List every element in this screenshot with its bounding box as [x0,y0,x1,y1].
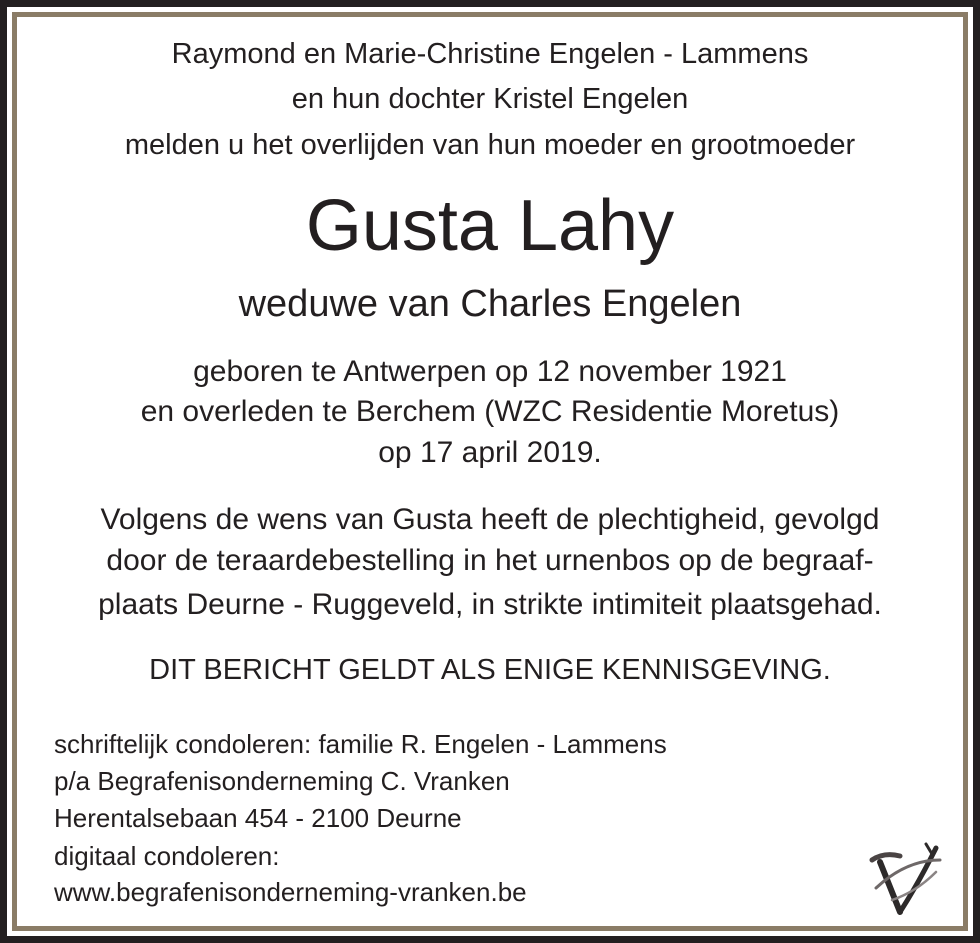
death-date-line: op 17 april 2019. [378,436,602,469]
ceremony-line-2: door de teraardebestelling in het urnenbos op de begraaf- [106,544,874,577]
deceased-name: Gusta Lahy [305,186,675,266]
website-line: www.begrafenisonderneming-vranken.be [54,877,527,907]
intro-line-announcement: melden u het overlijden van hun moeder en grootmoeder [124,129,856,161]
death-place-line: en overleden te Berchem (WZC Residentie Moretus) [140,395,840,428]
ceremony-line-3: plaats Deurne - Ruggeveld, in strikte intimiteit plaatsgehad. [98,588,882,621]
birth-line: geboren te Antwerpen op 12 november 1921 [193,355,787,388]
condolence-digital-line: digitaal condoleren: [54,841,280,871]
intro-line-family: Raymond en Marie-Christine Engelen - Lammens [171,38,809,70]
vranken-v-logo-icon [866,838,948,920]
notice-line: DIT BERICHT GELDT ALS ENIGE KENNISGEVING. [149,654,831,686]
funeral-home-line: p/a Begrafenisonderneming C. Vranken [54,766,510,796]
widow-of-line: weduwe van Charles Engelen [238,283,742,325]
condolence-written-line: schriftelijk condoleren: familie R. Engelen - Lammens [54,729,667,759]
address-line: Herentalsebaan 454 - 2100 Deurne [54,803,462,833]
intro-line-daughter: en hun dochter Kristel Engelen [291,83,689,115]
ceremony-line-1: Volgens de wens van Gusta heeft de plechtigheid, gevolgd [100,503,880,536]
